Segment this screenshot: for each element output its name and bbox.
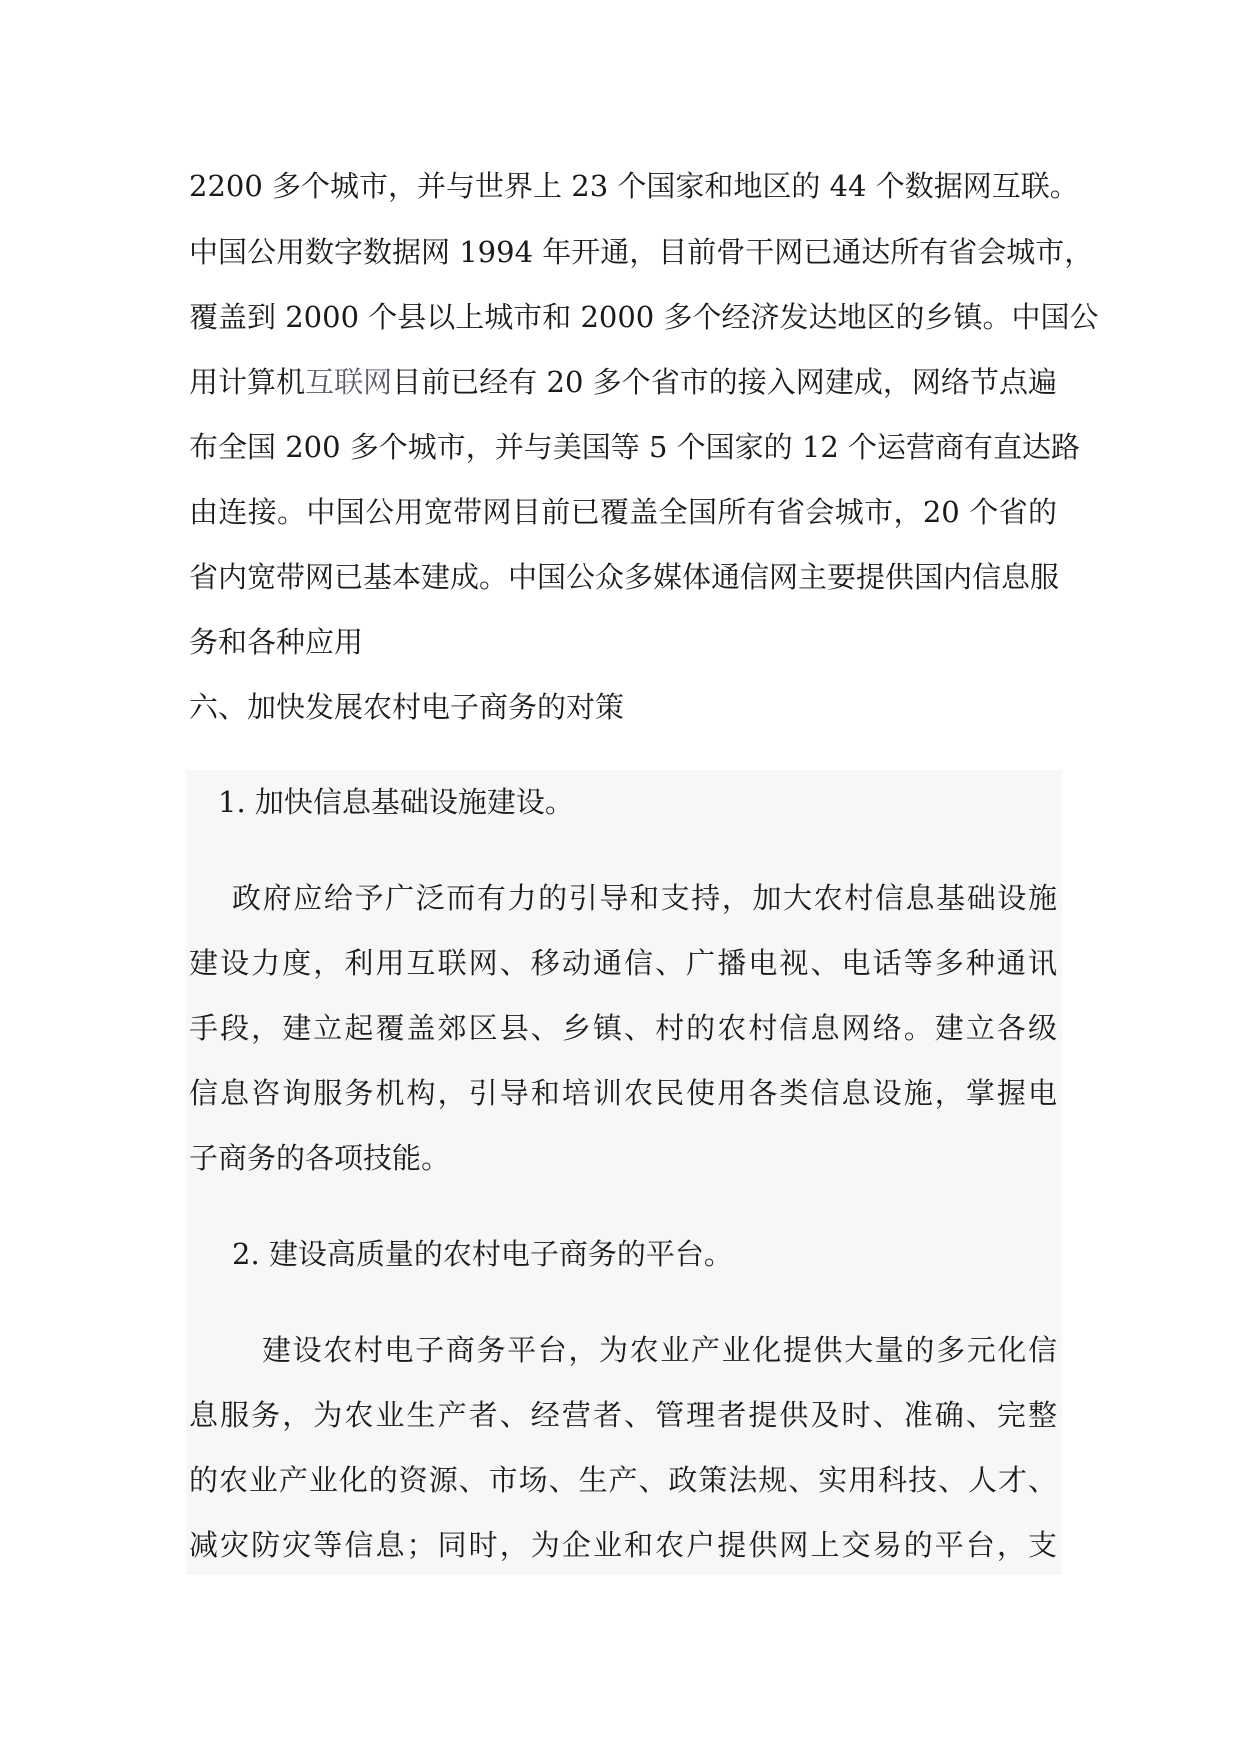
paragraph-line: 手段，建立起覆盖郊区县、乡镇、村的农村信息网络。建立各级 <box>189 1011 1057 1045</box>
paragraph-line: 覆盖到 2000 个县以上城市和 2000 多个经济发达地区的乡镇。中国公 <box>189 300 1099 334</box>
paragraph-line: 政府应给予广泛而有力的引导和支持，加大农村信息基础设施 <box>232 881 1057 915</box>
paragraph-line: 务和各种应用 <box>189 625 364 659</box>
text-segment: 用计算机 <box>189 365 306 399</box>
paragraph-line: 减灾防灾等信息；同时，为企业和农户提供网上交易的平台，支 <box>189 1528 1057 1562</box>
internet-link[interactable]: 互联网 <box>305 365 393 399</box>
paragraph-line: 建设力度，利用互联网、移动通信、广播电视、电话等多种通讯 <box>189 946 1057 980</box>
paragraph-line: 息服务，为农业生产者、经营者、管理者提供及时、准确、完整 <box>189 1398 1057 1432</box>
item-1-title: 1. 加快信息基础设施建设。 <box>218 785 574 819</box>
paragraph-line <box>189 362 1057 402</box>
paragraph-line: 建设农村电子商务平台，为农业产业化提供大量的多元化信 <box>262 1333 1057 1367</box>
paragraph-line: 省内宽带网已基本建成。中国公众多媒体通信网主要提供国内信息服 <box>189 560 1060 594</box>
section-heading: 六、加快发展农村电子商务的对策 <box>189 690 625 724</box>
text-segment: 目前已经有 20 多个省市的接入网建成，网络节点遍 <box>392 365 1057 399</box>
paragraph-line: 2200 多个城市，并与世界上 23 个国家和地区的 44 个数据网互联。 <box>189 169 1079 203</box>
paragraph-line: 信息咨询服务机构，引导和培训农民使用各类信息设施，掌握电 <box>189 1076 1057 1110</box>
item-2-title: 2. 建设高质量的农村电子商务的平台。 <box>232 1237 733 1271</box>
paragraph-line: 由连接。中国公用宽带网目前已覆盖全国所有省会城市，20 个省的 <box>189 495 1057 529</box>
paragraph-line: 子商务的各项技能。 <box>189 1141 451 1175</box>
paragraph-line: 布全国 200 多个城市，并与美国等 5 个国家的 12 个运营商有直达路 <box>189 430 1081 464</box>
paragraph-line: 中国公用数字数据网 1994 年开通，目前骨干网已通达所有省会城市， <box>189 235 1094 269</box>
paragraph-line: 的农业产业化的资源、市场、生产、政策法规、实用科技、人才、 <box>189 1463 1057 1497</box>
